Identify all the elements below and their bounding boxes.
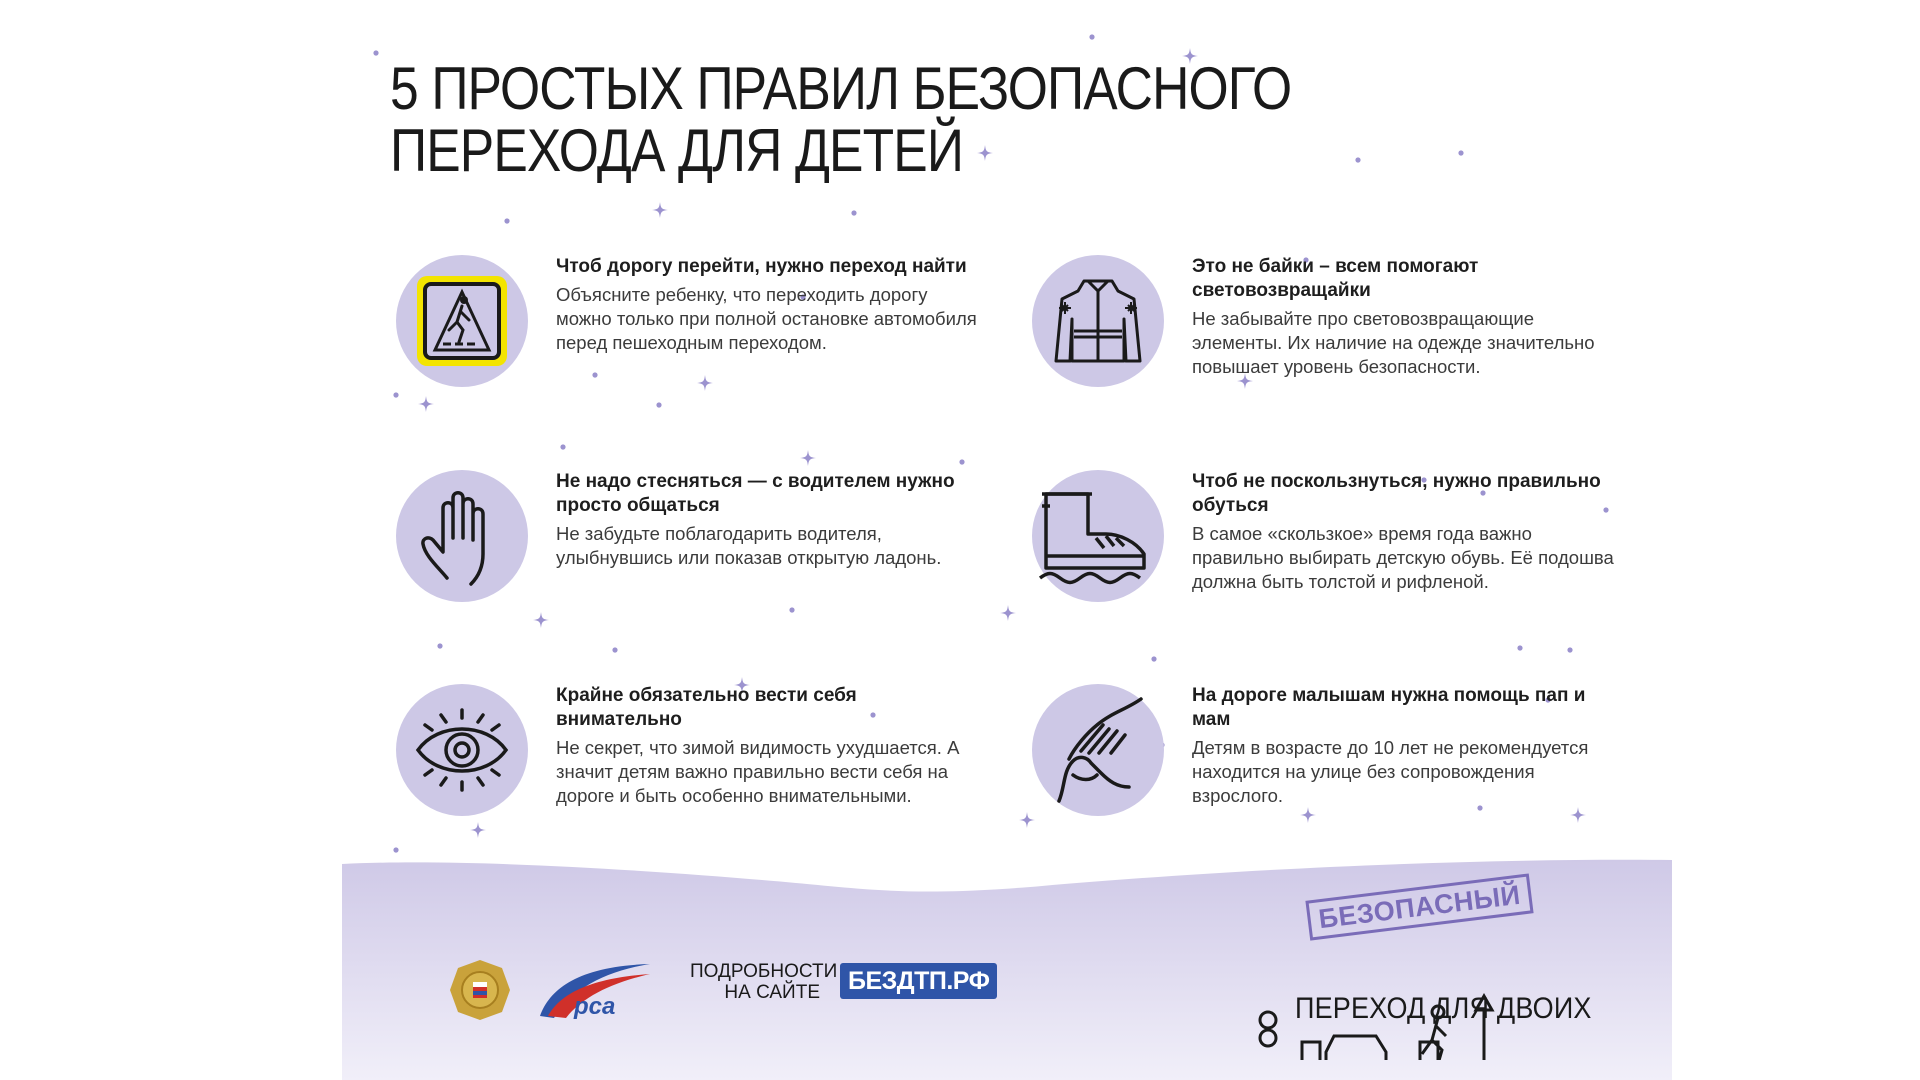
campaign-title: ПЕРЕХОД ДЛЯ ДВОИХ [1295,992,1592,1025]
site-label: ПОДРОБНОСТИ НА САЙТЕ [690,961,838,1003]
pedestrian-crossing-sign-icon [396,255,528,387]
raised-hand-icon [396,470,528,602]
winter-boot-icon [1032,470,1164,602]
rule-item [1032,684,1622,816]
rule-heading: На дороге малышам нужна помощь пап и мам [1192,685,1586,730]
traffic-police-emblem-icon [450,960,510,1020]
poster [342,0,1672,1080]
rule-heading: Чтоб не поскользнуться, нужно правильно обуться [1192,471,1601,516]
rule-heading: Не надо стесняться — с водителем нужно просто общаться [556,471,955,516]
rule-text: Не забывайте про световозвращающие элементы. Их наличие на одежде значительно повышает уровень безопасности. [1192,308,1595,377]
rule-text: Не забудьте поблагодарить водителя, улыбнувшись или показав открытую ладонь. [556,523,942,568]
rule-item [1032,470,1622,602]
rule-heading: Это не байки – всем помогают световозвращайки [1192,256,1479,301]
rule-text: Детям в возрасте до 10 лет не рекомендуется находится на улице без сопровождения взрослого. [1192,737,1589,806]
holding-hands-icon [1032,684,1164,816]
eye-icon [396,684,528,816]
rule-item [396,470,986,602]
reflective-jacket-icon [1032,255,1164,387]
rule-heading: Чтоб дорогу перейти, нужно переход найти [556,256,967,277]
rule-item [396,684,986,816]
rsa-logo-icon [540,964,650,1020]
rule-item [1032,255,1622,387]
rule-heading: Крайне обязательно вести себя внимательно [556,685,857,730]
site-link-badge[interactable]: БЕЗДТП.РФ [840,963,997,999]
rule-item [396,255,986,387]
rule-text: Не секрет, что зимой видимость ухудшается. А значит детям важно правильно вести себя на дороге и быть особенно внимательными. [556,737,960,806]
poster-title: 5 ПРОСТЫХ ПРАВИЛ БЕЗОПАСНОГО ПЕРЕХОДА ДЛЯ ДЕТЕЙ [390,55,1292,184]
rsa-logo-text: рса [574,993,616,1020]
campaign-stamp: БЕЗОПАСНЫЙ [1305,873,1533,940]
rule-text: Объясните ребенку, что переходить дорогу можно только при полной остановке автомобиля перед пешеходным переходом. [556,284,977,353]
rule-text: В самое «скользкое» время года важно правильно выбирать детскую обувь. Её подошва должна быть толстой и рифленой. [1192,523,1614,592]
